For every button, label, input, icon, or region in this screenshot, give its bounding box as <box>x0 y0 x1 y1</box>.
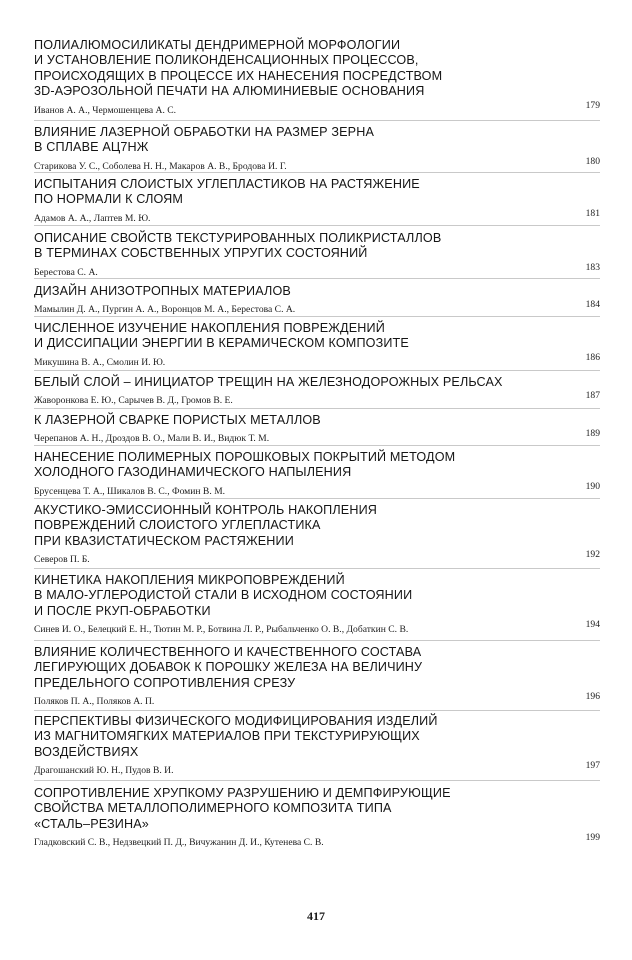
entry-title: ДИЗАЙН АНИЗОТРОПНЫХ МАТЕРИАЛОВ <box>34 284 291 298</box>
entry-page-number: 180 <box>585 155 600 167</box>
entry-title: ЧИСЛЕННОЕ ИЗУЧЕНИЕ НАКОПЛЕНИЯ ПОВРЕЖДЕНИЙ И ДИССИПАЦИИ ЭНЕРГИИ В КЕРАМИЧЕСКОМ КОМПОЗИТЕ <box>34 321 409 351</box>
entry-authors: Брусенцева Т. А., Шикалов В. С., Фомин В. М. <box>34 485 226 497</box>
toc-entry <box>34 503 600 566</box>
entry-authors: Черепанов А. Н., Дроздов В. О., Мали В. И., Видюк Т. М. <box>34 433 270 445</box>
entry-title: ВЛИЯНИЕ КОЛИЧЕСТВЕННОГО И КАЧЕСТВЕННОГО СОСТАВА ЛЕГИРУЮЩИХ ДОБАВОК К ПОРОШКУ ЖЕЛЕЗА НА ВЕЛИЧИНУ ПРЕДЕЛЬНОГО СОПРОТИВЛЕНИЯ СРЕЗУ <box>34 645 423 690</box>
entry-page-number: 190 <box>585 480 600 492</box>
entry-authors: Берестова С. А. <box>34 266 98 278</box>
entry-title: АКУСТИКО-ЭМИССИОННЫЙ КОНТРОЛЬ НАКОПЛЕНИЯ ПОВРЕЖДЕНИЙ СЛОИСТОГО УГЛЕПЛАСТИКА ПРИ КВАЗИСТАТИЧЕСКОМ РАСТЯЖЕНИИ <box>34 503 378 548</box>
entry-byline <box>34 619 600 636</box>
entry-page-number: 194 <box>585 619 600 631</box>
entry-page-number: 181 <box>585 207 600 219</box>
entry-authors: Гладковский С. В., Недзвецкий П. Д., Вичужанин Д. И., Кутенева С. В. <box>34 837 324 849</box>
entry-byline <box>34 832 600 849</box>
entry-title: К ЛАЗЕРНОЙ СВАРКЕ ПОРИСТЫХ МЕТАЛЛОВ <box>34 413 321 427</box>
toc-entry <box>34 450 600 497</box>
entry-authors: Микушина В. А., Смолин И. Ю. <box>34 356 166 368</box>
entry-byline <box>34 691 600 708</box>
entry-page-number: 179 <box>585 99 600 111</box>
entry-title: КИНЕТИКА НАКОПЛЕНИЯ МИКРОПОВРЕЖДЕНИЙ В МАЛО-УГЛЕРОДИСТОЙ СТАЛИ В ИСХОДНОМ СОСТОЯНИИ И ПОСЛЕ РКУП-ОБРАБОТКИ <box>34 573 413 618</box>
entry-byline <box>34 390 600 407</box>
page-number-footer: 417 <box>307 909 325 923</box>
toc-entry <box>34 231 600 278</box>
entry-byline <box>34 299 600 316</box>
toc-entry <box>34 714 600 777</box>
entry-byline <box>34 261 600 278</box>
toc-entry <box>34 413 600 445</box>
entry-page-number: 186 <box>585 351 600 363</box>
divider <box>34 225 600 226</box>
divider <box>34 568 600 569</box>
entry-page-number: 192 <box>585 549 600 561</box>
divider <box>34 780 600 781</box>
entry-title: ВЛИЯНИЕ ЛАЗЕРНОЙ ОБРАБОТКИ НА РАЗМЕР ЗЕРНА В СПЛАВЕ АЦ7НЖ <box>34 125 375 155</box>
entry-page-number: 189 <box>585 428 600 440</box>
entry-authors: Синев И. О., Белецкий Е. Н., Тютин М. Р., Ботвина Л. Р., Рыбальченко О. В., Добаткин С. В. <box>34 624 409 636</box>
divider <box>34 640 600 641</box>
divider <box>34 370 600 371</box>
entry-authors: Адамов А. А., Лаптев М. Ю. <box>34 212 151 224</box>
entry-authors: Северов П. Б. <box>34 554 90 566</box>
divider <box>34 498 600 499</box>
entry-page-number: 199 <box>585 832 600 844</box>
entry-title: НАНЕСЕНИЕ ПОЛИМЕРНЫХ ПОРОШКОВЫХ ПОКРЫТИЙ МЕТОДОМ ХОЛОДНОГО ГАЗОДИНАМИЧЕСКОГО НАПЫЛЕНИЯ <box>34 450 456 480</box>
entry-page-number: 197 <box>585 760 600 772</box>
entry-authors: Мамылин Д. А., Пургин А. А., Воронцов М. А., Берестова С. А. <box>34 304 296 316</box>
entry-title: ОПИСАНИЕ СВОЙСТВ ТЕКСТУРИРОВАННЫХ ПОЛИКРИСТАЛЛОВ В ТЕРМИНАХ СОБСТВЕННЫХ УПРУГИХ СОСТОЯНИЙ <box>34 231 442 261</box>
toc-entry <box>34 321 600 368</box>
entry-byline <box>34 351 600 368</box>
toc-entry <box>34 125 600 172</box>
entry-title: БЕЛЫЙ СЛОЙ – ИНИЦИАТОР ТРЕЩИН НА ЖЕЛЕЗНОДОРОЖНЫХ РЕЛЬСАХ <box>34 375 503 389</box>
toc-entry <box>34 786 600 849</box>
toc-entry <box>34 177 600 224</box>
entry-byline <box>34 480 600 497</box>
divider <box>34 316 600 317</box>
entry-authors: Старикова У. С., Соболева Н. Н., Макаров А. В., Бродова И. Г. <box>34 160 287 172</box>
entry-title: ПОЛИАЛЮМОСИЛИКАТЫ ДЕНДРИМЕРНОЙ МОРФОЛОГИИ И УСТАНОВЛЕНИЕ ПОЛИКОНДЕНСАЦИОННЫХ ПРОЦЕССОВ, ПРОИСХОДЯЩИХ В ПРОЦЕССЕ ИХ НАНЕСЕНИЯ ПОСРЕДСТВОМ 3D-АЭРОЗОЛЬНОЙ ПЕЧАТИ НА АЛЮМИНИЕВЫЕ ОСНОВАНИЯ <box>34 38 443 99</box>
entry-page-number: 184 <box>585 299 600 311</box>
entry-authors: Драгошанский Ю. Н., Пудов В. И. <box>34 765 174 777</box>
divider <box>34 120 600 121</box>
divider <box>34 445 600 446</box>
toc-entry <box>34 284 600 316</box>
divider <box>34 172 600 173</box>
divider <box>34 278 600 279</box>
entry-byline <box>34 428 600 445</box>
toc-entry <box>34 38 600 116</box>
entry-title: ПЕРСПЕКТИВЫ ФИЗИЧЕСКОГО МОДИФИЦИРОВАНИЯ ИЗДЕЛИЙ ИЗ МАГНИТОМЯГКИХ МАТЕРИАЛОВ ПРИ ТЕКСТУРИРУЮЩИХ ВОЗДЕЙСТВИЯХ <box>34 714 438 759</box>
toc-entry <box>34 375 600 407</box>
entry-byline <box>34 155 600 172</box>
entry-authors: Жаворонкова Е. Ю., Сарычев В. Д., Громов В. Е. <box>34 395 233 407</box>
entry-byline <box>34 207 600 224</box>
entry-byline <box>34 549 600 566</box>
divider <box>34 408 600 409</box>
toc-entry <box>34 573 600 636</box>
entry-byline <box>34 99 600 116</box>
entry-byline <box>34 760 600 777</box>
entry-authors: Поляков П. А., Поляков А. П. <box>34 696 155 708</box>
entry-title: ИСПЫТАНИЯ СЛОИСТЫХ УГЛЕПЛАСТИКОВ НА РАСТЯЖЕНИЕ ПО НОРМАЛИ К СЛОЯМ <box>34 177 420 207</box>
toc-entry <box>34 645 600 708</box>
entry-page-number: 196 <box>585 691 600 703</box>
divider <box>34 710 600 711</box>
entry-page-number: 183 <box>585 261 600 273</box>
entry-authors: Иванов А. А., Чермошенцева А. С. <box>34 104 177 116</box>
entry-page-number: 187 <box>585 390 600 402</box>
entry-title: СОПРОТИВЛЕНИЕ ХРУПКОМУ РАЗРУШЕНИЮ И ДЕМПФИРУЮЩИЕ СВОЙСТВА МЕТАЛЛОПОЛИМЕРНОГО КОМПОЗИТА ТИПА «СТАЛЬ–РЕЗИНА» <box>34 786 451 831</box>
